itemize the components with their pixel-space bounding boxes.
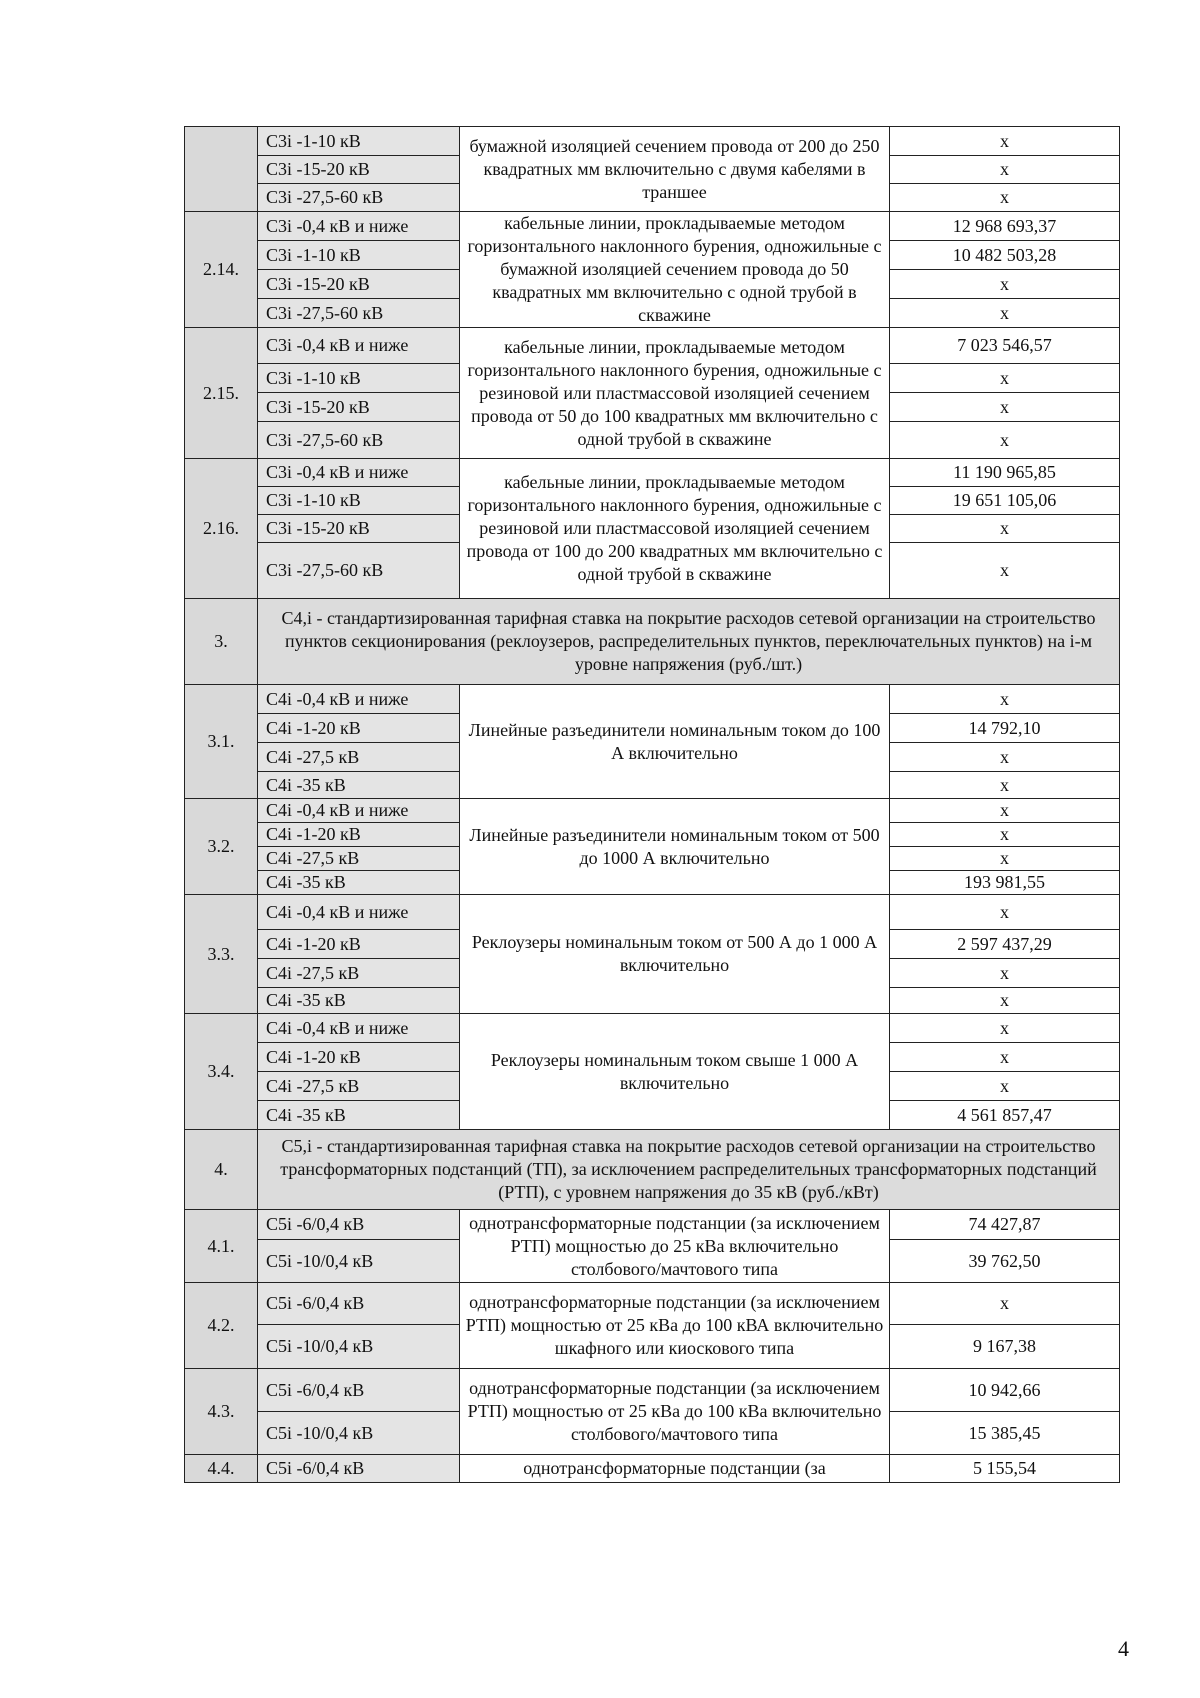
item-number: 3.4. [185, 1014, 258, 1130]
rate-code: C3i -15-20 кВ [258, 515, 460, 543]
rate-value: x [890, 156, 1120, 184]
section-header-row [185, 599, 1120, 685]
rate-code: C4i -1-20 кВ [258, 823, 460, 847]
item-description: однотрансформаторные подстанции (за [460, 1455, 890, 1483]
rate-code: C4i -35 кВ [258, 988, 460, 1014]
table-row [185, 212, 1120, 241]
rate-value: x [890, 847, 1120, 871]
rate-value: x [890, 1043, 1120, 1072]
rate-value: x [890, 364, 1120, 393]
section-title: C5,i - стандартизированная тарифная ставка на покрытие расходов сетевой организации на строительство трансформаторных подстанций (ТП), за исключением распределительных трансформаторных подстанций (РТП), с уровнем напряжения до 35 кВ (руб./кВт) [258, 1130, 1120, 1210]
rate-value: x [890, 515, 1120, 543]
rate-value: x [890, 988, 1120, 1014]
rate-value: x [890, 270, 1120, 299]
rate-value: 10 942,66 [890, 1369, 1120, 1412]
section-title: C4,i - стандартизированная тарифная ставка на покрытие расходов сетевой организации на строительство пунктов секционирования (реклоузеров, распределительных пунктов, переключательных пунктов) на i-м уровне напряжения (руб./шт.) [258, 599, 1120, 685]
item-description: Реклоузеры номинальным током от 500 А до 1 000 А включительно [460, 895, 890, 1014]
rate-code: C4i -0,4 кВ и ниже [258, 895, 460, 930]
rate-value: x [890, 184, 1120, 212]
table-row [185, 895, 1120, 930]
item-number: 2.14. [185, 212, 258, 328]
rate-code: C4i -27,5 кВ [258, 959, 460, 988]
rate-code: C3i -27,5-60 кВ [258, 299, 460, 328]
rate-code: C4i -27,5 кВ [258, 743, 460, 772]
rate-value: 7 023 546,57 [890, 328, 1120, 364]
table-row [185, 1455, 1120, 1483]
rate-code: C3i -15-20 кВ [258, 393, 460, 422]
rate-code: C4i -1-20 кВ [258, 930, 460, 959]
rate-value: 39 762,50 [890, 1240, 1120, 1283]
rate-value: x [890, 895, 1120, 930]
rate-value: 11 190 965,85 [890, 459, 1120, 487]
rate-value: 19 651 105,06 [890, 487, 1120, 515]
rate-code: C4i -0,4 кВ и ниже [258, 685, 460, 714]
item-number: 3.3. [185, 895, 258, 1014]
rate-code: C5i -10/0,4 кВ [258, 1325, 460, 1369]
rate-value: 74 427,87 [890, 1210, 1120, 1240]
item-number: 4.4. [185, 1455, 258, 1483]
rate-code: C3i -27,5-60 кВ [258, 184, 460, 212]
item-description: кабельные линии, прокладываемые методом горизонтального наклонного бурения, одножильные с резиновой или пластмассовой изоляцией сечением провода от 100 до 200 квадратных мм включительно с одной трубой в скважине [460, 459, 890, 599]
item-description: однотрансформаторные подстанции (за исключением РТП) мощностью от 25 кВа до 100 кВа включительно столбового/мачтового типа [460, 1369, 890, 1455]
rate-code: C4i -27,5 кВ [258, 847, 460, 871]
rate-code: C5i -10/0,4 кВ [258, 1412, 460, 1455]
item-number: 2.15. [185, 328, 258, 459]
item-description: Линейные разъединители номинальным током от 500 до 1000 А включительно [460, 799, 890, 895]
rate-code: C4i -35 кВ [258, 871, 460, 895]
item-number: 4.3. [185, 1369, 258, 1455]
rate-value: 4 561 857,47 [890, 1101, 1120, 1130]
rate-value: 193 981,55 [890, 871, 1120, 895]
rate-code: C3i -27,5-60 кВ [258, 543, 460, 599]
rate-code: C4i -1-20 кВ [258, 714, 460, 743]
rate-value: x [890, 127, 1120, 156]
rate-value: 5 155,54 [890, 1455, 1120, 1483]
table-row [185, 127, 1120, 156]
item-number: 3.1. [185, 685, 258, 799]
item-number: 2.16. [185, 459, 258, 599]
table-row [185, 799, 1120, 823]
rate-code: C5i -6/0,4 кВ [258, 1455, 460, 1483]
rate-code: C5i -6/0,4 кВ [258, 1283, 460, 1325]
item-description: Линейные разъединители номинальным током до 100 А включительно [460, 685, 890, 799]
item-description: Реклоузеры номинальным током свыше 1 000 А включительно [460, 1014, 890, 1130]
item-description: однотрансформаторные подстанции (за исключением РТП) мощностью от 25 кВа до 100 кВА включительно шкафного или киоскового типа [460, 1283, 890, 1369]
section-number: 4. [185, 1130, 258, 1210]
rate-code: C3i -0,4 кВ и ниже [258, 459, 460, 487]
item-number: 3.2. [185, 799, 258, 895]
table-row [185, 328, 1120, 364]
rate-code: C5i -6/0,4 кВ [258, 1210, 460, 1240]
table-row [185, 685, 1120, 714]
rate-value: 12 968 693,37 [890, 212, 1120, 241]
table-row [185, 459, 1120, 487]
rate-code: C4i -0,4 кВ и ниже [258, 1014, 460, 1043]
rate-code: C3i -0,4 кВ и ниже [258, 328, 460, 364]
table-row [185, 1210, 1120, 1240]
rate-value: x [890, 1072, 1120, 1101]
rate-code: C5i -10/0,4 кВ [258, 1240, 460, 1283]
rate-code: C3i -27,5-60 кВ [258, 422, 460, 459]
rate-code: C4i -1-20 кВ [258, 1043, 460, 1072]
item-description: бумажной изоляцией сечением провода от 200 до 250 квадратных мм включительно с двумя кабелями в траншее [460, 127, 890, 212]
rate-code: C4i -27,5 кВ [258, 1072, 460, 1101]
table-row [185, 1283, 1120, 1325]
rate-value: x [890, 543, 1120, 599]
rate-code: C3i -1-10 кВ [258, 364, 460, 393]
tariff-table [184, 126, 1120, 1483]
page-number: 4 [1118, 1636, 1129, 1661]
item-description: однотрансформаторные подстанции (за исключением РТП) мощностью до 25 кВа включительно столбового/мачтового типа [460, 1210, 890, 1283]
item-number [185, 127, 258, 212]
rate-value: x [890, 1014, 1120, 1043]
rate-code: C5i -6/0,4 кВ [258, 1369, 460, 1412]
rate-value: x [890, 743, 1120, 772]
rate-code: C3i -1-10 кВ [258, 241, 460, 270]
rate-code: C4i -35 кВ [258, 772, 460, 799]
rate-value: 14 792,10 [890, 714, 1120, 743]
item-number: 4.2. [185, 1283, 258, 1369]
item-description: кабельные линии, прокладываемые методом горизонтального наклонного бурения, одножильные с бумажной изоляцией сечением провода до 50 квадратных мм включительно с одной трубой в скважине [460, 212, 890, 328]
table-row [185, 1369, 1120, 1412]
rate-code: C4i -35 кВ [258, 1101, 460, 1130]
rate-value: x [890, 1283, 1120, 1325]
rate-value: 10 482 503,28 [890, 241, 1120, 270]
rate-code: C3i -15-20 кВ [258, 156, 460, 184]
rate-value: x [890, 799, 1120, 823]
section-header-row [185, 1130, 1120, 1210]
rate-value: x [890, 299, 1120, 328]
rate-value: 9 167,38 [890, 1325, 1120, 1369]
rate-value: x [890, 685, 1120, 714]
rate-value: x [890, 959, 1120, 988]
rate-value: 15 385,45 [890, 1412, 1120, 1455]
rate-value: x [890, 422, 1120, 459]
rate-code: C4i -0,4 кВ и ниже [258, 799, 460, 823]
rate-code: C3i -0,4 кВ и ниже [258, 212, 460, 241]
rate-value: x [890, 393, 1120, 422]
rate-value: 2 597 437,29 [890, 930, 1120, 959]
rate-code: C3i -1-10 кВ [258, 487, 460, 515]
rate-code: C3i -1-10 кВ [258, 127, 460, 156]
item-number: 4.1. [185, 1210, 258, 1283]
section-number: 3. [185, 599, 258, 685]
rate-value: x [890, 823, 1120, 847]
rate-code: C3i -15-20 кВ [258, 270, 460, 299]
table-row [185, 1014, 1120, 1043]
item-description: кабельные линии, прокладываемые методом горизонтального наклонного бурения, одножильные с резиновой или пластмассовой изоляцией сечением провода от 50 до 100 квадратных мм включительно с одной трубой в скважине [460, 328, 890, 459]
rate-value: x [890, 772, 1120, 799]
